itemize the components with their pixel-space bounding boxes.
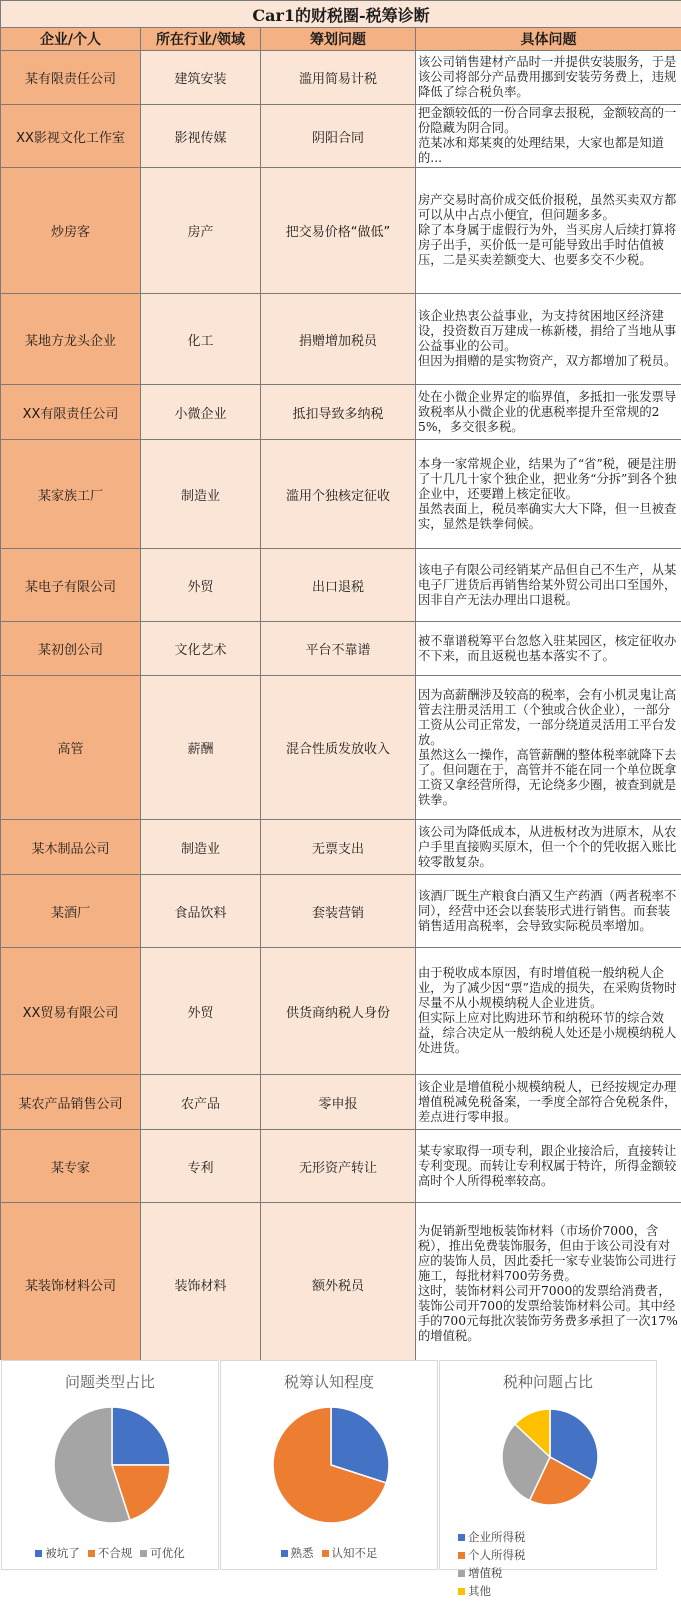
cell-entity: 某专家 xyxy=(1,1130,141,1203)
cell-issue: 出口退税 xyxy=(261,549,416,622)
legend-item xyxy=(458,1565,546,1581)
chart-tax-type xyxy=(439,1360,657,1570)
detail-text: 由于税收成本原因，有时增值税一般纳税人企业，为了减少因“票”造成的损失，在采购货物时尽量不从小规模纳税人企业进货。 但实际上应对比购进环节和纳税环节的综合效益，综合决定从一般纳税人处还是小规模纳税人处进货。 xyxy=(418,966,679,1056)
table-row xyxy=(1,1130,681,1203)
cell-industry: 外贸 xyxy=(141,948,261,1075)
chart-problem-type xyxy=(1,1360,219,1570)
legend-label: 企业所得税 xyxy=(468,1530,526,1544)
legend-swatch xyxy=(281,1550,288,1557)
cell-issue: 滥用简易计税 xyxy=(261,51,416,105)
cell-entity: 某初创公司 xyxy=(1,622,141,676)
legend-label: 增值税 xyxy=(468,1566,503,1580)
legend-item xyxy=(281,1545,314,1561)
detail-text: 把金额较低的一份合同拿去报税，金额较高的一份隐藏为阴合同。 范某冰和郑某爽的处理结果，大家也都是知道的... xyxy=(418,106,679,166)
pie-chart xyxy=(2,1397,218,1537)
table-row xyxy=(1,168,681,294)
detail-text: 该酒厂既生产粮食白酒又生产药酒（两者税率不同），经营中还会以套装形式进行销售。而套装销售适用高税率，会导致实际税员率增加。 xyxy=(418,889,679,934)
cell-detail xyxy=(416,1130,681,1203)
legend-item xyxy=(458,1529,546,1545)
detail-text: 该公司为降低成本，从进板材改为进原木，从农户手里直接购买原木，但一个个的凭收据入账比较零散复杂。 xyxy=(418,825,679,870)
legend-swatch xyxy=(458,1552,465,1559)
legend-swatch xyxy=(140,1550,147,1557)
legend-label: 不合规 xyxy=(98,1546,133,1560)
cell-issue: 供货商纳税人身份 xyxy=(261,948,416,1075)
header-issue: 筹划问题 xyxy=(261,28,416,51)
chart-legend xyxy=(221,1545,437,1561)
cell-industry: 小微企业 xyxy=(141,385,261,440)
cell-detail xyxy=(416,51,681,105)
header-detail: 具体问题 xyxy=(416,28,681,51)
legend-item xyxy=(88,1545,133,1561)
legend-swatch xyxy=(322,1550,329,1557)
table-row xyxy=(1,676,681,820)
cell-issue: 捐赠增加税员 xyxy=(261,294,416,385)
detail-text: 因为高薪酬涉及较高的税率，会有小机灵鬼让高管去注册灵活用工（个独或合伙企业），一部分工资从公司正常发，一部分绕道灵活用工平台发放。 虽然这么一操作，高管薪酬的整体税率就降下去了。但问题在于，高管并不能在同一个单位既拿工资又拿经营所得，无论绕多少圈，被查到就是铁拳。 xyxy=(418,688,679,808)
cell-industry: 薪酬 xyxy=(141,676,261,820)
cell-entity: 某装饰材料公司 xyxy=(1,1203,141,1366)
legend-item xyxy=(322,1545,378,1561)
cell-issue: 无形资产转让 xyxy=(261,1130,416,1203)
cell-industry: 外贸 xyxy=(141,549,261,622)
cell-industry: 影视传媒 xyxy=(141,105,261,168)
cell-entity: 高管 xyxy=(1,676,141,820)
cell-industry: 食品饮料 xyxy=(141,875,261,948)
legend-swatch xyxy=(458,1570,465,1577)
detail-text: 该电子有限公司经销某产品但自己不生产，从某电子厂进货后再销售给某外贸公司出口至国外，因非自产无法办理出口退税。 xyxy=(418,563,679,608)
table-row xyxy=(1,875,681,948)
legend-label: 熟悉 xyxy=(291,1546,314,1560)
cell-detail xyxy=(416,168,681,294)
cell-detail xyxy=(416,549,681,622)
legend-label: 被坑了 xyxy=(45,1546,80,1560)
cell-industry: 装饰材料 xyxy=(141,1203,261,1366)
cell-detail xyxy=(416,622,681,676)
cell-entity: XX贸易有限公司 xyxy=(1,948,141,1075)
cell-issue: 混合性质发放收入 xyxy=(261,676,416,820)
table-row xyxy=(1,948,681,1075)
legend-swatch xyxy=(35,1550,42,1557)
detail-text: 本身一家常规企业，结果为了“省”税，硬是注册了十几几十家个独企业，把业务“分拆”到各个独企业中，还要蹭上核定征收。 虽然表面上，税员率确实大大下降，但一旦被查实，显然是铁拳伺候。 xyxy=(418,457,679,532)
cell-industry: 制造业 xyxy=(141,440,261,549)
cell-entity: 某有限责任公司 xyxy=(1,51,141,105)
cell-entity: 某木制品公司 xyxy=(1,820,141,875)
cell-industry: 房产 xyxy=(141,168,261,294)
charts-area xyxy=(0,1360,681,1570)
detail-text: 房产交易时高价成交低价报税，虽然买卖双方都可以从中占点小便宜，但问题多多。 除了本身属于虚假行为外，当买房人后续打算将房子出手，买价低一是可能导致出手时估值被压，二是买卖差额变大、也要多交不少税。 xyxy=(418,193,679,268)
cell-industry: 建筑安装 xyxy=(141,51,261,105)
table-row xyxy=(1,440,681,549)
cell-detail xyxy=(416,1075,681,1130)
cell-entity: 某地方龙头企业 xyxy=(1,294,141,385)
legend-label: 认知不足 xyxy=(332,1546,378,1560)
legend-swatch xyxy=(458,1588,465,1595)
legend-item xyxy=(458,1583,546,1599)
detail-text: 为促销新型地板装饰材料（市场价7000，含税），推出免费装饰服务，但由于该公司没有对应的装饰人员，因此委托一家专业装饰公司进行施工，每批材料700劳务费。 这时，装饰材料公司开7000的发票给消费者，装饰公司开700的发票给装饰材料公司。其中经手的700元每批次装饰劳务费多承担了一次17%的增值税。 xyxy=(418,1224,679,1344)
legend-item xyxy=(140,1545,185,1561)
chart-title: 税筹认知程度 xyxy=(221,1371,437,1392)
cell-detail xyxy=(416,676,681,820)
detail-text: 某专家取得一项专利，跟企业接洽后，直接转让专利变现。而转让专利权属于特许，所得金额较高时个人所得税率较高。 xyxy=(418,1144,679,1189)
cell-industry: 专利 xyxy=(141,1130,261,1203)
chart-title: 税种问题占比 xyxy=(440,1371,656,1392)
table-row xyxy=(1,1203,681,1366)
table-row xyxy=(1,1075,681,1130)
table-row xyxy=(1,294,681,385)
legend-label: 其他 xyxy=(468,1584,491,1598)
cell-industry: 文化艺术 xyxy=(141,622,261,676)
cell-entity: 某家族工厂 xyxy=(1,440,141,549)
legend-item xyxy=(458,1547,546,1563)
cell-issue: 无票支出 xyxy=(261,820,416,875)
cell-industry: 制造业 xyxy=(141,820,261,875)
cell-entity: XX影视文化工作室 xyxy=(1,105,141,168)
cell-detail xyxy=(416,440,681,549)
chart-awareness xyxy=(220,1360,438,1570)
pie-chart xyxy=(221,1397,437,1537)
detail-text: 该公司销售建材产品时一并提供安装服务，于是该公司将部分产品费用挪到安装劳务费上，违规降低了综合税负率。 xyxy=(418,55,679,100)
cell-entity: 某酒厂 xyxy=(1,875,141,948)
cell-detail xyxy=(416,1203,681,1366)
table-row xyxy=(1,105,681,168)
chart-legend xyxy=(2,1545,218,1561)
cell-detail xyxy=(416,820,681,875)
cell-detail xyxy=(416,385,681,440)
cell-issue: 平台不靠谱 xyxy=(261,622,416,676)
cell-detail xyxy=(416,105,681,168)
header-industry: 所在行业/领域 xyxy=(141,28,261,51)
pie-chart xyxy=(440,1397,656,1517)
cell-entity: 某农产品销售公司 xyxy=(1,1075,141,1130)
cell-detail xyxy=(416,948,681,1075)
cell-issue: 套装营销 xyxy=(261,875,416,948)
chart-legend xyxy=(440,1529,656,1601)
pie-slice-1 xyxy=(112,1407,170,1465)
cell-detail xyxy=(416,875,681,948)
legend-swatch xyxy=(88,1550,95,1557)
cell-issue: 额外税员 xyxy=(261,1203,416,1366)
table-row xyxy=(1,385,681,440)
table-row xyxy=(1,51,681,105)
cell-issue: 阴阳合同 xyxy=(261,105,416,168)
detail-text: 该企业热衷公益事业，为支持贫困地区经济建设，投资数百万建成一栋新楼，捐给了当地从事公益事业的公司。 但因为捐赠的是实物资产，双方都增加了税员。 xyxy=(418,309,679,369)
cell-issue: 抵扣导致多纳税 xyxy=(261,385,416,440)
cell-issue: 滥用个独核定征收 xyxy=(261,440,416,549)
legend-label: 个人所得税 xyxy=(468,1548,526,1562)
detail-text: 被不靠谱税筹平台忽悠入驻某园区，核定征收办不下来，而且返税也基本落实不了。 xyxy=(418,634,679,664)
detail-text: 处在小微企业界定的临界值，多抵扣一张发票导致税率从小微企业的优惠税率提升至常规的25%，多交很多税。 xyxy=(418,390,679,435)
cell-issue: 零申报 xyxy=(261,1075,416,1130)
table-row xyxy=(1,622,681,676)
header-entity: 企业/个人 xyxy=(1,28,141,51)
cell-industry: 化工 xyxy=(141,294,261,385)
legend-item xyxy=(35,1545,80,1561)
legend-label: 可优化 xyxy=(150,1546,185,1560)
chart-title: 问题类型占比 xyxy=(2,1371,218,1392)
detail-text: 该企业是增值税小规模纳税人，已经按规定办理增值税减免税备案，一季度全部符合免税条件，差点进行零申报。 xyxy=(418,1080,679,1125)
table-row xyxy=(1,549,681,622)
table-row xyxy=(1,820,681,875)
cell-detail xyxy=(416,294,681,385)
legend-swatch xyxy=(458,1534,465,1541)
cell-entity: 某电子有限公司 xyxy=(1,549,141,622)
cell-industry: 农产品 xyxy=(141,1075,261,1130)
sheet-title: Car1的财税圈-税筹诊断 xyxy=(1,1,681,28)
cell-entity: XX有限责任公司 xyxy=(1,385,141,440)
cell-entity: 炒房客 xyxy=(1,168,141,294)
cell-issue: 把交易价格“做低” xyxy=(261,168,416,294)
